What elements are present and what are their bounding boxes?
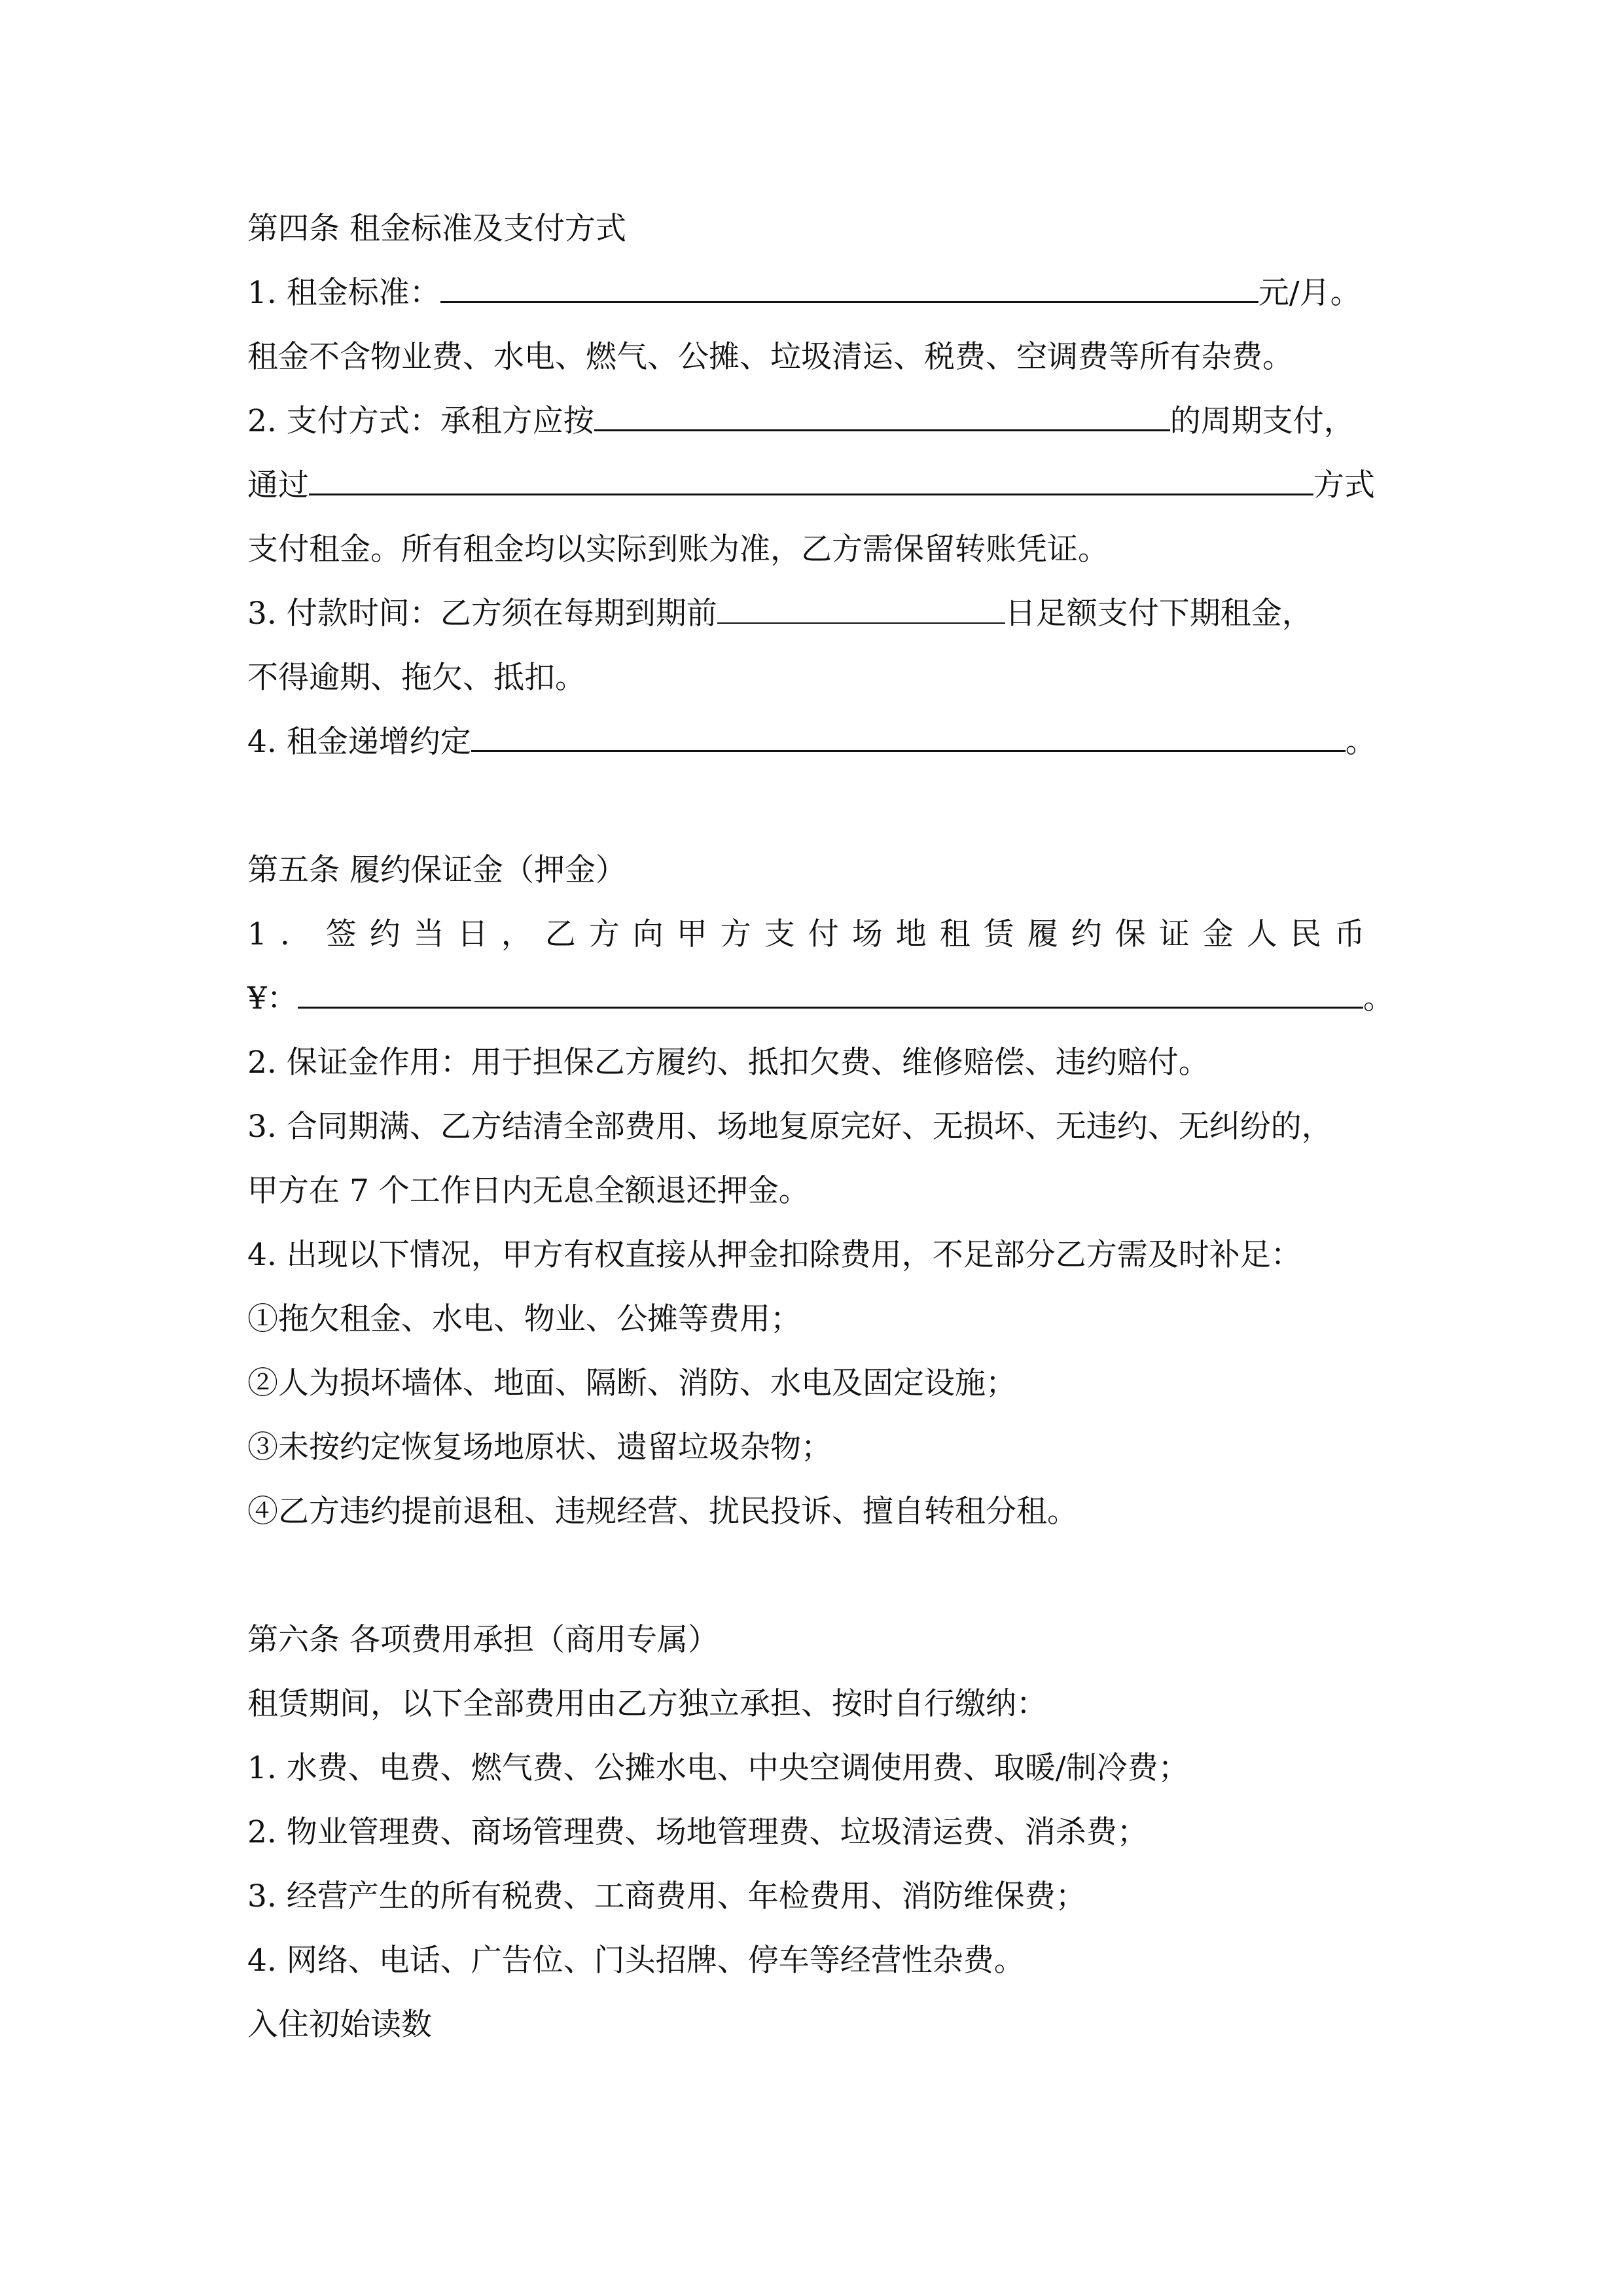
art4-item-2: 2. 支付方式：承租方应按 的周期支付， xyxy=(247,394,1386,449)
art5-clause-4: ④乙方违约提前退租、违规经营、扰民投诉、擅自转租分租。 xyxy=(247,1494,1078,1530)
art5-clause-3: ③未按约定恢复场地原状、遗留垃圾杂物； xyxy=(247,1429,832,1465)
initial-reading-heading: 入住初始读数 xyxy=(247,2007,432,2043)
article-5-title: 第五条 履约保证金（押金） xyxy=(247,852,626,888)
article-6-title: 第六条 各项费用承担（商用专属） xyxy=(247,1622,719,1658)
rent-amount-blank[interactable] xyxy=(440,270,1258,303)
payment-method-blank[interactable] xyxy=(309,462,1313,495)
art4-item-3: 3. 付款时间：乙方须在每期到期前 日足额支付下期租金， xyxy=(247,586,1386,641)
art5-item-3-line2: 甲方在 7 个工作日内无息全额退还押金。 xyxy=(247,1173,810,1209)
art6-item-4: 4. 网络、电话、广告位、门头招牌、停车等经营性杂费。 xyxy=(247,1943,1025,1979)
payment-days-blank[interactable] xyxy=(717,591,1005,624)
art5-item-4: 4. 出现以下情况，甲方有权直接从押金扣除费用，不足部分乙方需及时补足： xyxy=(247,1237,1302,1273)
art5-clause-1: ①拖欠租金、水电、物业、公摊等费用； xyxy=(247,1301,801,1337)
payment-cycle-blank[interactable] xyxy=(594,398,1170,431)
art5-item-2: 2. 保证金作用：用于担保乙方履约、抵扣欠费、维修赔偿、违约赔付。 xyxy=(247,1045,1209,1081)
art4-item-2-line3: 支付租金。所有租金均以实际到账为准，乙方需保留转账凭证。 xyxy=(247,531,1109,567)
art4-item-1: 1. 租金标准： 元/月。 xyxy=(247,266,1386,321)
art6-intro: 租赁期间，以下全部费用由乙方独立承担、按时自行缴纳： xyxy=(247,1686,1047,1722)
article-4-title: 第四条 租金标准及支付方式 xyxy=(247,211,626,247)
art5-item-3: 3. 合同期满、乙方结清全部费用、场地复原完好、无损坏、无违约、无纠纷的， xyxy=(247,1109,1332,1145)
art4-item-4: 4. 租金递增约定 。 xyxy=(247,715,1386,770)
art5-item-1: 1. 签约当日，乙方向甲方支付场地租赁履约保证金人民币 xyxy=(247,916,1378,952)
art5-item-1-line2: ¥： 。 xyxy=(247,971,1386,1026)
art4-item-3-line2: 不得逾期、拖欠、抵扣。 xyxy=(247,660,586,696)
art5-clause-2: ②人为损坏墙体、地面、隔断、消防、水电及固定设施； xyxy=(247,1365,1016,1401)
rent-increase-blank[interactable] xyxy=(471,719,1346,752)
art4-item-2-line2: 通过 方式 xyxy=(247,458,1386,513)
art6-item-3: 3. 经营产生的所有税费、工商费用、年检费用、消防维保费； xyxy=(247,1878,1086,1914)
art6-item-1: 1. 水费、电费、燃气费、公摊水电、中央空调使用费、取暖/制冷费； xyxy=(247,1750,1189,1786)
art6-item-2: 2. 物业管理费、商场管理费、场地管理费、垃圾清运费、消杀费； xyxy=(247,1814,1148,1850)
art4-item-1-note: 租金不含物业费、水电、燃气、公摊、垃圾清运、税费、空调费等所有杂费。 xyxy=(247,339,1293,375)
deposit-amount-blank[interactable] xyxy=(298,975,1363,1009)
